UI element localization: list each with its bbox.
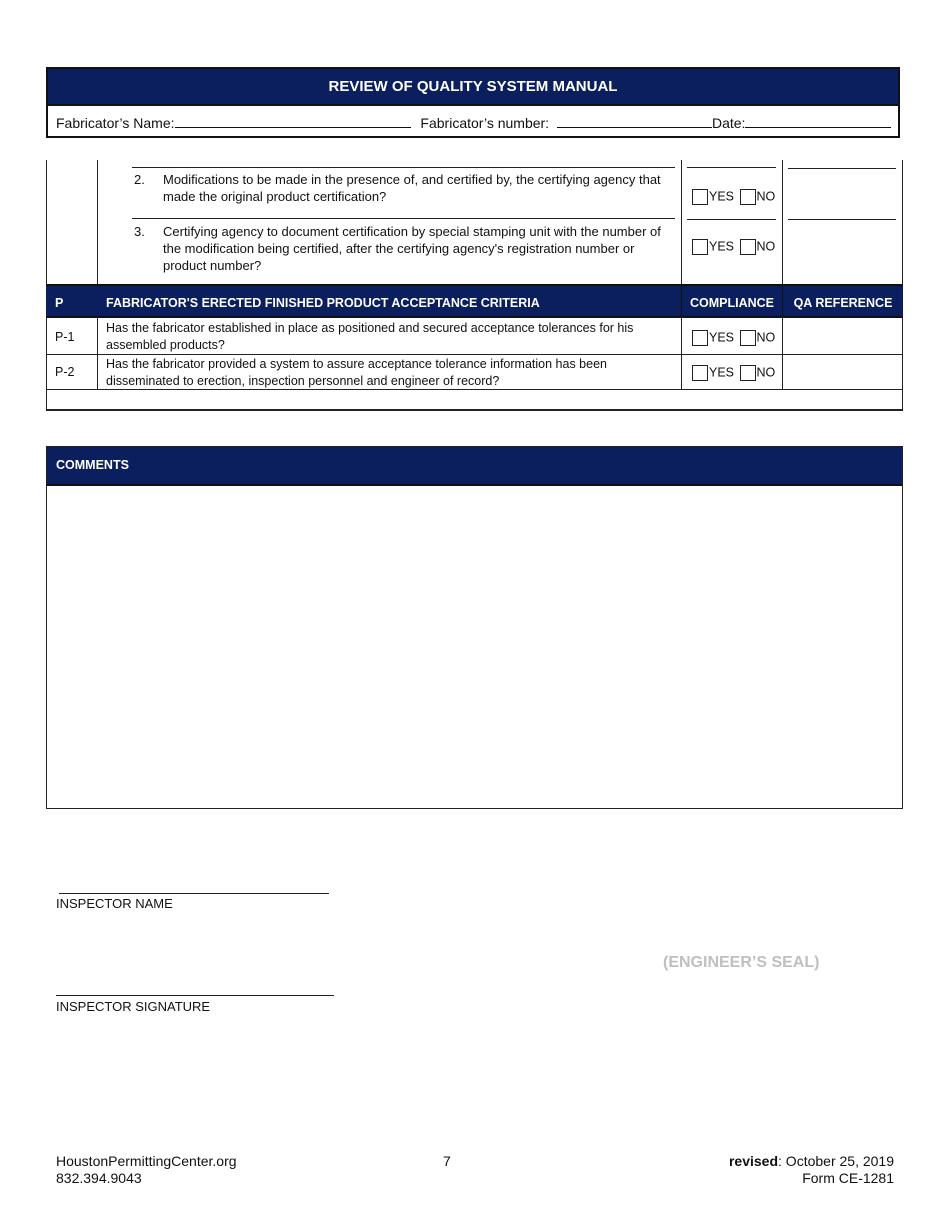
yes-checkbox[interactable] [692, 330, 708, 346]
footer-left [56, 1153, 237, 1187]
date-label: Date: [711, 115, 746, 131]
revised-date: : October 25, 2019 [778, 1153, 894, 1169]
inspector-name-line[interactable] [59, 893, 329, 894]
section-title: FABRICATOR'S ERECTED FINISHED PRODUCT ACCEPTANCE CRITERIA [106, 296, 540, 310]
comments-area[interactable] [47, 486, 902, 808]
fabricator-number-field[interactable] [557, 113, 712, 128]
yes-no-checkbox-group: YES NO [692, 237, 775, 255]
checklist-table: 2. Modifications to be made in the presence of, and certified by, the certifying agency that made the original product certification? YES NO 3. Certifying agency to document certification by special stamping unit with the number of the modification being certified, after the certifying agency's registration number or product number? YES NO P FABRICATOR'S ERECTED FINISHED PRODUCT ACCEPTANCE CRITERIA COMPLIANCE QA REFERENCE P-1 Has the fabricator established in place as positioned and secured acceptance tolerances for his assembled products? YES NO P-2 Has the fabricator provided a system to assure acceptance tolerance information has been disseminated to erection, inspection personnel and engineer of record? YES NO [46, 160, 903, 411]
website-text: HoustonPermittingCenter.org [56, 1153, 237, 1169]
fabricator-name-label: Fabricator’s Name: [56, 115, 175, 131]
revised-line [729, 1153, 894, 1170]
section-header-row [46, 284, 903, 318]
footer-right [729, 1153, 894, 1187]
no-checkbox[interactable] [740, 239, 756, 255]
fabricator-name-field[interactable] [175, 113, 411, 128]
yes-checkbox[interactable] [692, 365, 708, 381]
yes-no-checkbox-group: YES NO [692, 328, 775, 346]
yes-no-checkbox-group: YES NO [692, 363, 775, 381]
compliance-header: COMPLIANCE [681, 286, 782, 320]
page-number: 7 [443, 1153, 451, 1169]
comments-section [46, 446, 903, 809]
yes-checkbox[interactable] [692, 239, 708, 255]
engineer-seal-placeholder: (ENGINEER’S SEAL) [663, 954, 820, 971]
inspector-signature-label: INSPECTOR SIGNATURE [56, 999, 211, 1014]
row-question: Has the fabricator provided a system to assure acceptance tolerance information has been disseminated to erection, inspection personnel and engineer of record? [106, 357, 607, 388]
qa-reference-header: QA REFERENCE [782, 286, 903, 320]
row-code: P-2 [55, 365, 75, 379]
row-code: P-1 [55, 330, 75, 344]
date-field[interactable] [745, 113, 891, 128]
phone-text: 832.394.9043 [56, 1170, 142, 1186]
fabricator-fields [48, 106, 898, 140]
form-title: REVIEW OF QUALITY SYSTEM MANUAL [48, 69, 898, 106]
row-question: Has the fabricator established in place as positioned and secured acceptance tolerances for his assembled products? [106, 321, 634, 352]
revised-label: revised [728, 1153, 779, 1169]
yes-checkbox[interactable] [692, 189, 708, 205]
inspector-signature-line[interactable] [56, 995, 334, 996]
no-checkbox[interactable] [740, 189, 756, 205]
section-code: P [55, 296, 64, 310]
no-checkbox[interactable] [740, 330, 756, 346]
form-header [46, 67, 900, 138]
yes-no-checkbox-group: YES NO [692, 187, 775, 205]
fabricator-number-label: Fabricator’s number: [420, 115, 550, 131]
inspector-name-label: INSPECTOR NAME [56, 896, 173, 911]
no-checkbox[interactable] [740, 365, 756, 381]
form-number: Form CE-1281 [802, 1170, 894, 1186]
comments-title: COMMENTS [47, 447, 902, 486]
